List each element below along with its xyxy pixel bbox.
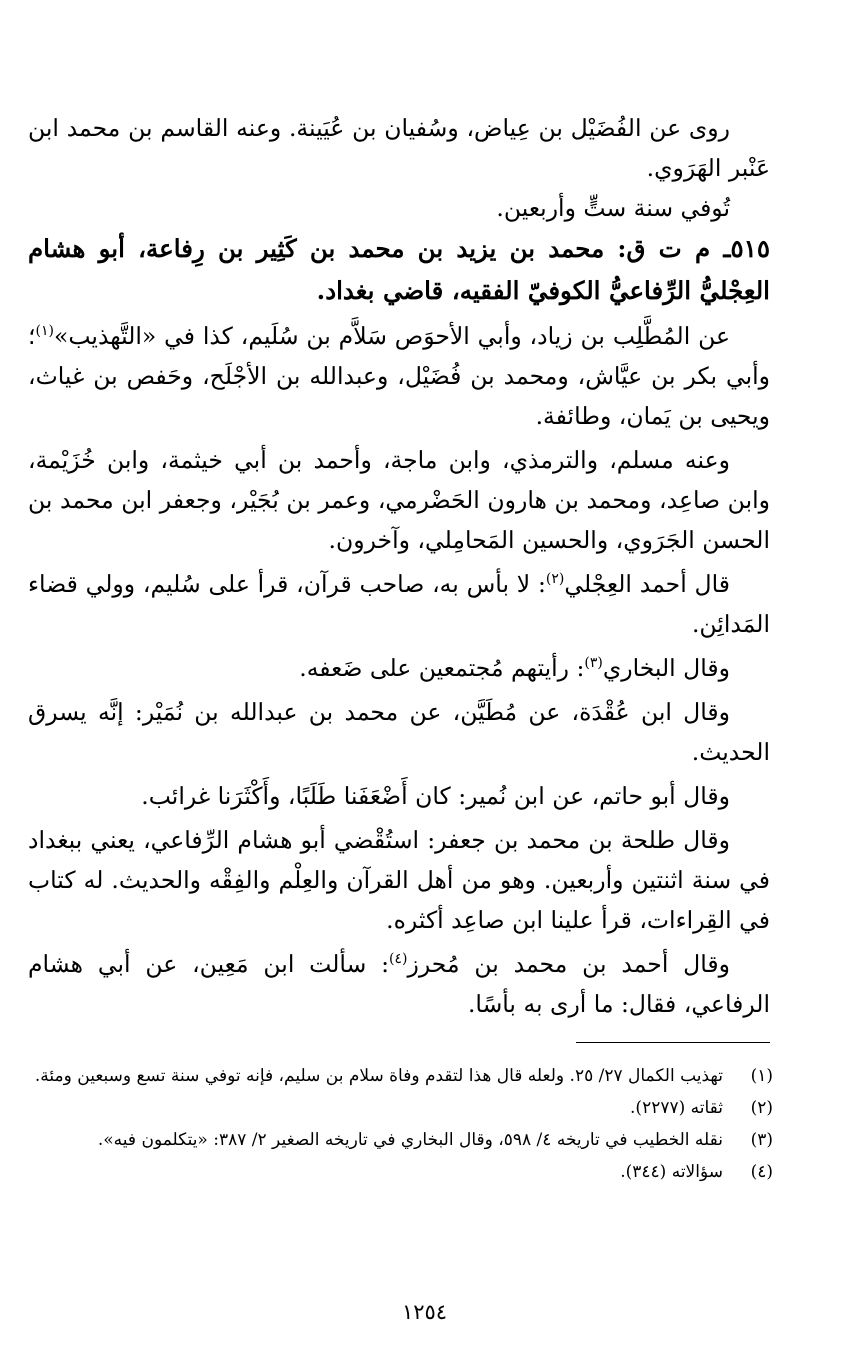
paragraph-students: وعنه مسلم، والترمذي، وابن ماجة، وأحمد بن أبي خيثمة، وابن خُزَيْمة، وابن صاعِد، ومحمد بن هارون الحَضْرمي، وعمر بن بُجَيْر، وجعفر ابن محمد بن الحسن الجَرَوي، والحسين المَحامِلي، وآخرون. — [28, 446, 770, 554]
footnote-ref-4: (٤) — [389, 951, 408, 968]
text-segment: : لا بأس به، صاحب قرآن، قرأ على سُليم، وولي قضاء المَدائِن. — [28, 570, 770, 638]
footnote-number: (٢) — [750, 1098, 773, 1118]
footnote-number: (٣) — [750, 1130, 773, 1150]
footnotes — [28, 1060, 773, 1188]
footnote-text: نقله الخطيب في تاريخه ٤/ ٥٩٨، وقال البخاري في تاريخه الصغير ٢/ ٣٨٧: «يتكلمون فيه». — [97, 1130, 723, 1150]
footnote-ref-1: (١) — [35, 323, 54, 340]
text-segment: وقال البخاري — [602, 654, 730, 682]
paragraph-abu-hatim: وقال أبو حاتم، عن ابن نُمير: كان أَضْعَفَنا طَلَبًا، وأَكْثَرَنا غرائب. — [141, 782, 730, 810]
footnote-item — [28, 1092, 773, 1124]
paragraph-death: تُوفي سنة ستٍّ وأربعين. — [496, 194, 730, 222]
paragraph-narrators: روى عن الفُضَيْل بن عِياض، وسُفيان بن عُيَينة. وعنه القاسم بن محمد ابن عَنْبر الهَرَوي. — [28, 114, 770, 182]
text-segment: ؛ وأبي بكر بن عيَّاش، ومحمد بن فُضَيْل، وعبدالله بن الأجْلَح، وحَفص بن غياث، ويحيى بن يَمان، وطائفة. — [28, 322, 770, 430]
text-segment: عن المُطَّلِب بن زياد، وأبي الأحوَص سَلاَّم بن سُلَيم، كذا في «التَّهذيب» — [53, 322, 730, 350]
footnote-text: تهذيب الكمال ٢٧/ ٢٥. ولعله قال هذا لتقدم وفاة سلام بن سليم، فإنه توفي سنة تسع وسبعين ومئة. — [34, 1066, 723, 1086]
text-segment: : رأيتهم مُجتمعين على ضَعفه. — [299, 654, 585, 682]
paragraph-ijli — [28, 564, 770, 644]
text-segment: : سألت ابن مَعِين، عن أبي هشام الرفاعي، فقال: ما أرى به بأسًا. — [28, 950, 770, 1018]
page-number: ١٢٥٤ — [401, 1300, 448, 1324]
footnote-ref-2: (٢) — [545, 571, 565, 588]
text-segment: وقال أحمد بن محمد بن مُحرز — [407, 950, 730, 978]
footnote-separator — [576, 1042, 770, 1043]
footnote-item — [28, 1124, 773, 1156]
footnote-item — [28, 1156, 773, 1188]
paragraph-talha: وقال طلحة بن محمد بن جعفر: استُقْضي أبو هشام الرِّفاعي، يعني ببغداد في سنة اثنتين وأربعين. وهو من أهل القرآن والعِلْم والفِقْه والحديث. له كتاب في القِراءات، قرأ علينا ابن صاعِد أكثره. — [28, 826, 770, 934]
entry-heading: ٥١٥ـ م ت ق: محمد بن يزيد بن محمد بن كَثِير بن رِفاعة، أبو هشام العِجْليُّ الرِّفاعيُّ الكوفيّ الفقيه، قاضي بغداد. — [28, 234, 770, 305]
paragraph-uqda: وقال ابن عُقْدَة، عن مُطَيَّن، عن محمد بن عبدالله بن نُمَيْر: إنَّه يسرق الحديث. — [28, 698, 770, 766]
paragraph-bukhari — [28, 648, 770, 688]
text-segment: قال أحمد العِجْلي — [564, 570, 731, 598]
paragraph-muhriz — [28, 944, 770, 1024]
footnote-number: (٤) — [750, 1162, 773, 1182]
footnote-text: سؤالاته (٣٤٤). — [620, 1162, 723, 1182]
footnote-item — [28, 1060, 773, 1092]
footnote-text: ثقاته (٢٢٧٧). — [630, 1098, 723, 1118]
footnote-ref-3: (٣) — [584, 655, 603, 672]
main-text — [28, 108, 770, 1024]
footnote-number: (١) — [750, 1066, 773, 1086]
paragraph-teachers — [28, 316, 770, 436]
